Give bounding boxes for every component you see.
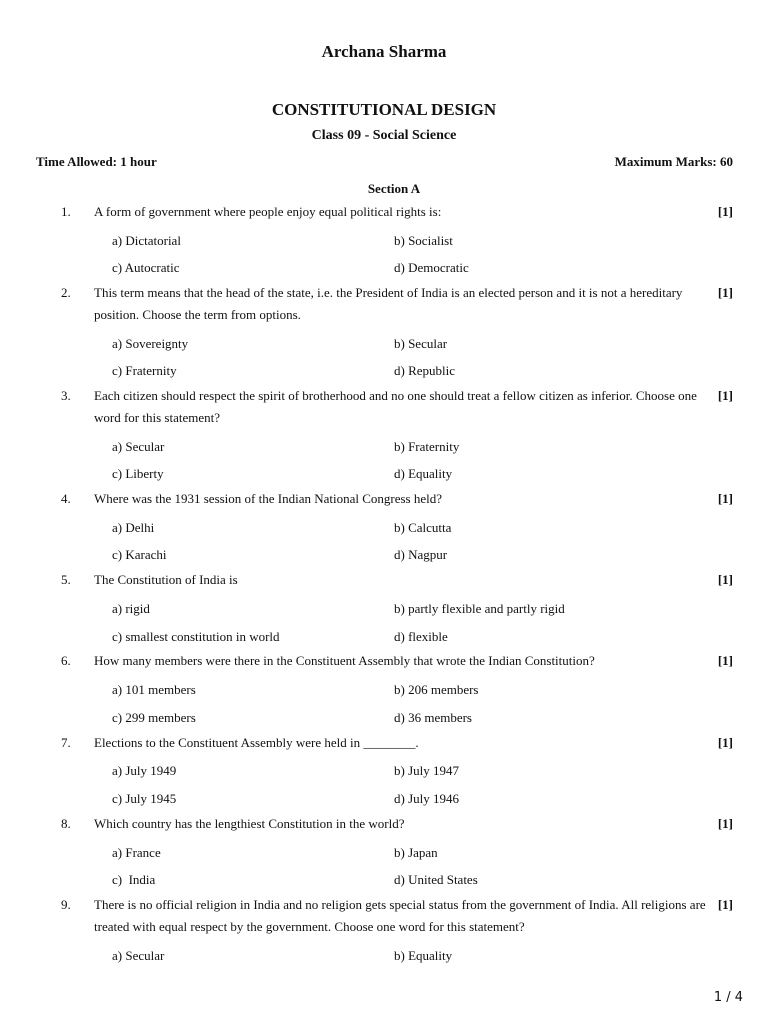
question-number: 1. — [61, 204, 71, 219]
option-a: a) France — [112, 845, 161, 860]
question-text: There is no official religion in India and no religion gets special status from the government of India. All religions are treated with equal respect by the government. Choose one word for this statement? — [94, 897, 706, 934]
question-text: The Constitution of India is — [94, 572, 238, 587]
time-allowed: Time Allowed: 1 hour — [36, 154, 157, 169]
page-number: 1 / 4 — [713, 990, 743, 1005]
question-text: Each citizen should respect the spirit of brotherhood and no one should treat a fellow citizen as inferior. Choose one word for this statement? — [94, 388, 697, 425]
question-marks: [1] — [717, 388, 733, 403]
question-marks: [1] — [717, 653, 733, 668]
option-a: a) 101 members — [112, 682, 196, 697]
class-subtitle: Class 09 - Social Science — [311, 128, 457, 143]
option-a: a) Secular — [112, 439, 165, 454]
question-number: 2. — [61, 285, 71, 300]
option-c: c) Liberty — [112, 466, 164, 481]
option-c: c) Autocratic — [112, 260, 180, 275]
option-c: c) 299 members — [112, 710, 196, 725]
option-a: a) Sovereignty — [112, 336, 189, 351]
question-marks: [1] — [717, 816, 733, 831]
option-b: b) July 1947 — [394, 763, 459, 778]
option-d: d) Equality — [394, 466, 453, 481]
option-b: b) Calcutta — [394, 520, 452, 535]
question-marks: [1] — [717, 572, 733, 587]
page-title: CONSTITUTIONAL DESIGN — [271, 100, 497, 119]
option-b: b) partly flexible and partly rigid — [394, 601, 565, 616]
question-number: 5. — [61, 572, 71, 587]
option-c: c) July 1945 — [112, 791, 177, 806]
question-number: 3. — [61, 388, 71, 403]
option-a: a) Secular — [112, 948, 165, 963]
option-a: a) July 1949 — [112, 763, 177, 778]
option-d: d) 36 members — [394, 710, 472, 725]
question-text: How many members were there in the Constituent Assembly that wrote the Indian Constitution? — [94, 653, 595, 668]
option-a: a) Delhi — [112, 520, 155, 535]
option-c: c) Karachi — [112, 547, 167, 562]
question-number: 7. — [61, 735, 71, 750]
question-marks: [1] — [717, 735, 733, 750]
question-text: Where was the 1931 session of the Indian National Congress held? — [94, 491, 443, 506]
option-d: d) flexible — [394, 629, 448, 644]
question-number: 9. — [61, 897, 71, 912]
question-marks: [1] — [717, 204, 733, 219]
option-d: d) United States — [394, 872, 478, 887]
option-b: b) Secular — [394, 336, 448, 351]
question-number: 6. — [61, 653, 71, 668]
question-text: A form of government where people enjoy equal political rights is: — [94, 204, 442, 219]
question-marks: [1] — [717, 897, 733, 912]
option-b: b) Socialist — [394, 233, 453, 248]
question-number: 8. — [61, 816, 71, 831]
option-d: d) Republic — [394, 363, 456, 378]
option-b: b) Fraternity — [394, 439, 460, 454]
section-heading: Section A — [367, 181, 421, 196]
maximum-marks: Maximum Marks: 60 — [614, 154, 733, 169]
option-d: d) July 1946 — [394, 791, 459, 806]
option-a: a) rigid — [112, 601, 150, 616]
option-b: b) Equality — [394, 948, 453, 963]
option-c: c) India — [112, 872, 156, 887]
option-b: b) Japan — [394, 845, 438, 860]
option-c: c) Fraternity — [112, 363, 177, 378]
option-d: d) Nagpur — [394, 547, 448, 562]
option-c: c) smallest constitution in world — [112, 629, 280, 644]
option-a: a) Dictatorial — [112, 233, 181, 248]
question-text: This term means that the head of the state, i.e. the President of India is an elected person and it is not a hereditary position. Choose the term from options. — [94, 285, 683, 322]
author-name: Archana Sharma — [321, 42, 447, 61]
option-d: d) Democratic — [394, 260, 469, 275]
question-marks: [1] — [717, 285, 733, 300]
question-marks: [1] — [717, 491, 733, 506]
question-number: 4. — [61, 491, 71, 506]
question-text: Which country has the lengthiest Constitution in the world? — [94, 816, 405, 831]
question-text: Elections to the Constituent Assembly were held in ________. — [94, 735, 419, 750]
option-b: b) 206 members — [394, 682, 479, 697]
